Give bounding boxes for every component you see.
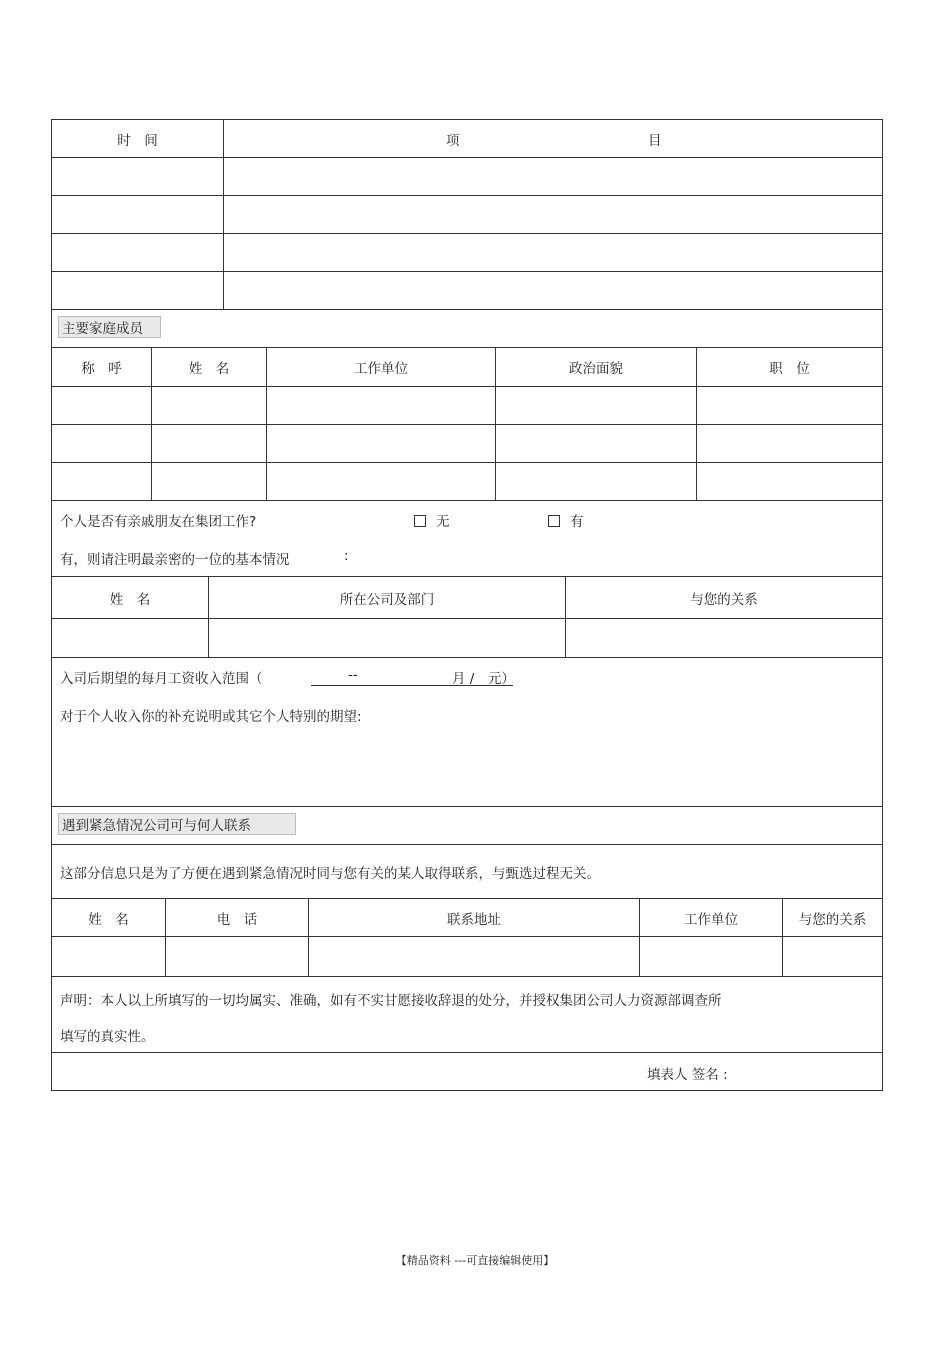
relatives-option-yes[interactable] xyxy=(548,510,584,530)
relatives-header-department: 所在公司及部门 xyxy=(339,591,435,608)
relatives-question: 个人是否有亲戚朋友在集团工作? xyxy=(60,514,257,530)
option-none-label: 无 xyxy=(436,514,450,530)
declaration-row xyxy=(51,977,883,1053)
family-row[interactable] xyxy=(51,463,883,501)
declaration-line-1: 声明：本人以上所填写的一切均属实、准确，如有不实甘愿接收辞退的处分，并授权集团公司人力资源部调查所 xyxy=(60,993,722,1009)
history-row xyxy=(51,272,883,310)
salary-supplement-label: 对于个人收入你的补充说明或其它个人特别的期望: xyxy=(60,709,362,725)
emergency-row[interactable] xyxy=(51,937,883,977)
relatives-header-name: 姓 名 xyxy=(109,591,151,608)
salary-label: 入司后期望的每月工资收入范围（ xyxy=(60,671,263,687)
page-footer: 【精品资料 ---可直接编辑使用】 xyxy=(395,1254,555,1267)
family-row[interactable] xyxy=(51,387,883,425)
salary-range-field[interactable] xyxy=(311,667,513,686)
family-header-employer: 工作单位 xyxy=(354,361,408,377)
time-header: 时 间 xyxy=(117,132,158,149)
history-header-row xyxy=(51,119,883,158)
history-row xyxy=(51,158,883,196)
history-time-field[interactable] xyxy=(52,234,223,271)
relatives-option-none[interactable] xyxy=(414,510,450,530)
history-item-field[interactable] xyxy=(224,196,882,233)
declaration-line-2: 填写的真实性。 xyxy=(60,1029,155,1045)
relatives-header-relation: 与您的关系 xyxy=(690,591,758,608)
history-time-field[interactable] xyxy=(52,158,223,195)
application-form xyxy=(51,119,883,1091)
emergency-header-address: 联系地址 xyxy=(447,911,501,928)
salary-row xyxy=(51,658,883,807)
family-header-title: 称 呼 xyxy=(81,361,122,377)
family-header-row xyxy=(51,348,883,387)
history-time-field[interactable] xyxy=(52,196,223,233)
emergency-note-row xyxy=(51,845,883,899)
history-item-field[interactable] xyxy=(224,158,882,195)
history-item-field[interactable] xyxy=(224,234,882,271)
emergency-header-employer: 工作单位 xyxy=(684,911,738,928)
family-header-name: 姓 名 xyxy=(188,361,230,377)
emergency-section-title: 遇到紧急情况公司可与何人联系 xyxy=(58,813,296,835)
family-header-position: 职 位 xyxy=(769,361,810,377)
signature-label: 填表人 签名 : xyxy=(647,1067,728,1083)
relatives-followup-colon: : xyxy=(344,548,349,564)
family-section-row xyxy=(51,310,883,348)
history-time-field[interactable] xyxy=(52,272,223,309)
emergency-header-relation: 与您的关系 xyxy=(798,911,867,928)
emergency-header-phone: 电 话 xyxy=(216,911,258,928)
item-header-left: 项 xyxy=(446,133,460,149)
family-row[interactable] xyxy=(51,425,883,463)
relatives-row[interactable] xyxy=(51,619,883,658)
emergency-header-name: 姓 名 xyxy=(88,911,129,928)
history-row xyxy=(51,196,883,234)
checkbox-none[interactable] xyxy=(414,515,426,527)
salary-unit: 月 / 元） xyxy=(452,671,515,687)
family-header-political: 政治面貌 xyxy=(569,361,623,377)
relatives-question-row xyxy=(51,501,883,577)
emergency-header-row xyxy=(51,899,883,937)
relatives-followup: 有，则请注明最亲密的一位的基本情况 xyxy=(60,552,290,568)
signature-row[interactable] xyxy=(51,1053,883,1091)
history-row xyxy=(51,234,883,272)
option-yes-label: 有 xyxy=(570,514,584,530)
family-section-title: 主要家庭成员 xyxy=(58,316,161,338)
emergency-note: 这部分信息只是为了方便在遇到紧急情况时同与您有关的某人取得联系，与甄选过程无关。 xyxy=(60,866,600,882)
emergency-section-row xyxy=(51,807,883,845)
item-header-right: 目 xyxy=(648,133,662,149)
checkbox-yes[interactable] xyxy=(548,515,560,527)
relatives-header-row xyxy=(51,577,883,619)
history-item-field[interactable] xyxy=(224,272,882,309)
salary-dash: -- xyxy=(348,667,358,683)
